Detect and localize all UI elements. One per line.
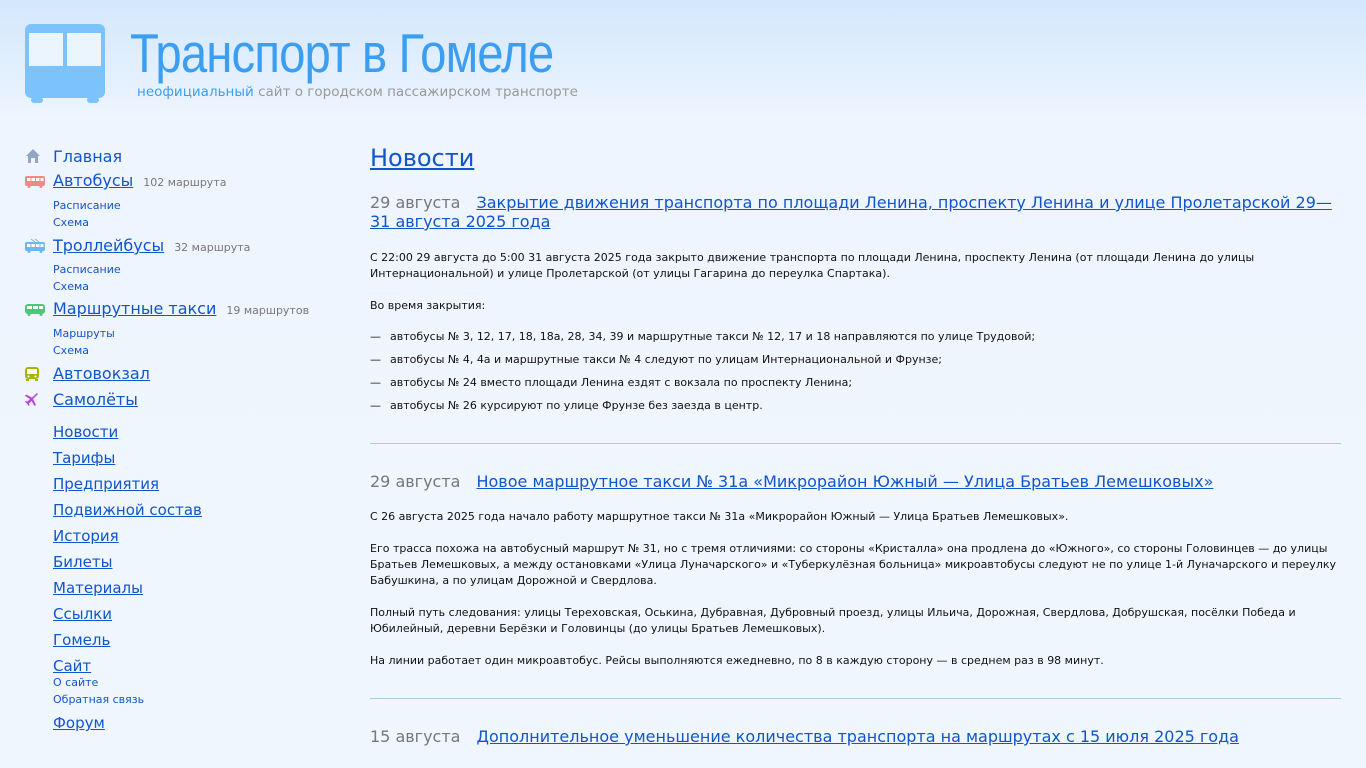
article-headline[interactable]: Дополнительное уменьшение количества транспорта на маршрутах с 15 июля 2025 года: [476, 727, 1239, 746]
list-item: — автобусы № 26 курсируют по улице Фрунзе без заезда в центр.: [370, 399, 763, 412]
nav-rolling-stock[interactable]: [53, 497, 345, 523]
nav-trolley-scheme[interactable]: [53, 278, 345, 295]
nav-taxi-routes-link[interactable]: Маршруты: [53, 327, 115, 340]
nav-tickets-link[interactable]: Билеты: [53, 553, 113, 571]
list-item-text: автобусы № 24 вместо площади Ленина ездят с вокзала по проспекту Ленина;: [390, 376, 853, 389]
trolleybus-icon: [25, 237, 53, 255]
article-divider: [370, 443, 1341, 444]
nav-planes-link[interactable]: Самолёты: [53, 390, 138, 409]
list-item: — автобусы № 4, 4а и маршрутные такси № 4 следуют по улицам Интернациональной и Фрунзе;: [370, 353, 943, 366]
article-header: [370, 472, 1341, 491]
list-item-text: автобусы № 3, 12, 17, 18, 18а, 28, 34, 39 и маршрутные такси № 12, 17 и 18 направляются по улице Трудовой;: [390, 330, 1036, 343]
nav-trolley: [25, 235, 345, 261]
nav-tickets[interactable]: [53, 549, 345, 575]
article-header: [370, 727, 1341, 746]
article-paragraph: На линии работает один микроавтобус. Рейсы выполняются ежедневно, по 8 в каждую сторону — в среднем раз в 98 минут.: [370, 654, 1104, 667]
list-item: — автобусы № 24 вместо площади Ленина ездят с вокзала по проспекту Ленина;: [370, 376, 853, 389]
nav-site-link[interactable]: Сайт: [53, 657, 92, 675]
article-divider: [370, 698, 1341, 699]
nav-planes: [25, 389, 345, 415]
bus-logo-icon[interactable]: [25, 24, 105, 104]
nav-materials[interactable]: [53, 575, 345, 601]
nav-taxi: [25, 299, 345, 325]
nav-gomel[interactable]: [53, 627, 345, 653]
nav-bus: [25, 171, 345, 197]
nav-taxi-scheme[interactable]: [53, 342, 345, 359]
nav-gomel-link[interactable]: Гомель: [53, 631, 111, 649]
nav-news[interactable]: [53, 419, 345, 445]
nav-trolley-link[interactable]: Троллейбусы: [53, 236, 165, 255]
nav-home-label[interactable]: Главная: [53, 147, 123, 166]
article-paragraph: С 26 августа 2025 года начало работу маршрутное такси № 31а «Микрорайон Южный — Улица Братьев Лемешковых».: [370, 510, 1069, 523]
nav-news-link[interactable]: Новости: [53, 423, 119, 441]
nav-history[interactable]: [53, 523, 345, 549]
minibus-icon: [25, 301, 53, 319]
nav-forum[interactable]: [53, 710, 345, 736]
article-paragraph: С 22:00 29 августа до 5:00 31 августа 2025 года закрыто движение транспорта по площади Ленина, проспекту Ленина (от площади Ленина до улицы Интернациональной) и улице Пролетарской (от улицы Гагарина до переулка Спартака).: [370, 251, 1255, 280]
nav-links[interactable]: [53, 601, 345, 627]
nav-station-link[interactable]: Автовокзал: [53, 364, 150, 383]
sidebar-nav: [25, 145, 345, 736]
nav-bus-scheme[interactable]: [53, 214, 345, 231]
nav-bus-schedule[interactable]: [53, 197, 345, 214]
article-paragraph: Во время закрытия:: [370, 299, 486, 312]
nav-bus-link[interactable]: Автобусы: [53, 171, 134, 190]
list-item: — автобусы № 3, 12, 17, 18, 18а, 28, 34, 39 и маршрутные такси № 12, 17 и 18 направляются по улице Трудовой;: [370, 330, 1036, 343]
nav-feedback-link[interactable]: Обратная связь: [53, 693, 145, 706]
nav-tariffs[interactable]: [53, 445, 345, 471]
nav-trolley-schedule[interactable]: [53, 261, 345, 278]
trolley-count: 32 маршрута: [174, 241, 251, 254]
home-icon: [25, 147, 53, 165]
nav-trolley-scheme-link[interactable]: Схема: [53, 280, 89, 293]
nav-materials-link[interactable]: Материалы: [53, 579, 143, 597]
nav-rolling-stock-link[interactable]: Подвижной состав: [53, 501, 202, 519]
nav-home[interactable]: [25, 145, 345, 171]
nav-history-link[interactable]: История: [53, 527, 119, 545]
bus-count: 102 маршрута: [143, 176, 227, 189]
nav-about[interactable]: [53, 674, 345, 691]
news-main: [370, 143, 1341, 746]
site-subtitle: [137, 84, 578, 100]
page-title[interactable]: Новости: [370, 144, 475, 172]
subtitle-rest: сайт о городском пассажирском транспорте: [258, 84, 578, 100]
nav-links-link[interactable]: Ссылки: [53, 605, 112, 623]
nav-taxi-scheme-link[interactable]: Схема: [53, 344, 89, 357]
site-title[interactable]: Транспорт в Гомеле: [130, 22, 554, 84]
article-body: [370, 509, 1341, 669]
article-date: 29 августа: [370, 193, 461, 212]
nav-forum-link[interactable]: Форум: [53, 714, 105, 732]
taxi-count: 19 маршрутов: [226, 304, 310, 317]
article-headline[interactable]: Закрытие движения транспорта по площади Ленина, проспекту Ленина и улице Пролетарской 29—31 августа 2025 года: [370, 193, 1332, 231]
nav-tariffs-link[interactable]: Тарифы: [53, 449, 116, 467]
nav-station: [25, 363, 345, 389]
airplane-icon: [25, 391, 53, 409]
bus-icon: [25, 173, 53, 191]
article-date: 29 августа: [370, 472, 461, 491]
nav-companies[interactable]: [53, 471, 345, 497]
list-item-text: автобусы № 26 курсируют по улице Фрунзе без заезда в центр.: [390, 399, 763, 412]
article-date: 15 августа: [370, 727, 461, 746]
bus-station-icon: [25, 365, 53, 383]
article-headline[interactable]: Новое маршрутное такси № 31а «Микрорайон Южный — Улица Братьев Лемешковых»: [476, 472, 1214, 491]
subtitle-accent: неофициальный: [137, 84, 254, 100]
nav-about-link[interactable]: О сайте: [53, 676, 99, 689]
article-paragraph: Его трасса похожа на автобусный маршрут № 31, но с тремя отличиями: со стороны «Кристалла» она продлена до «Южного», со стороны Головинцев — до улицы Братьев Лемешковых, а между остановками «Улица Луначарского» и «Туберкулёзная больница» микроавтобусы следуют не по улице 1-й Луначарского и переулку Бабушкина, а по улицам Дорожной и Свердлова.: [370, 542, 1337, 587]
nav-taxi-link[interactable]: Маршрутные такси: [53, 299, 217, 318]
nav-bus-scheme-link[interactable]: Схема: [53, 216, 89, 229]
list-item-text: автобусы № 4, 4а и маршрутные такси № 4 следуют по улицам Интернациональной и Фрунзе;: [390, 353, 943, 366]
nav-feedback[interactable]: [53, 691, 345, 708]
nav-trolley-schedule-link[interactable]: Расписание: [53, 263, 121, 276]
nav-companies-link[interactable]: Предприятия: [53, 475, 160, 493]
detour-list: [370, 325, 1341, 417]
article-header: [370, 193, 1341, 231]
article-body: [370, 250, 1341, 417]
nav-bus-schedule-link[interactable]: Расписание: [53, 199, 121, 212]
article-paragraph: Полный путь следования: улицы Тереховская, Оськина, Дубравная, Дубровный проезд, улицы Ильича, Дорожная, Свердлова, Добрушская, посёлки Победа и Юбилейный, деревни Берёзки и Головинцы (до улицы Братьев Лемешковых).: [370, 606, 1296, 635]
nav-taxi-routes[interactable]: [53, 325, 345, 342]
